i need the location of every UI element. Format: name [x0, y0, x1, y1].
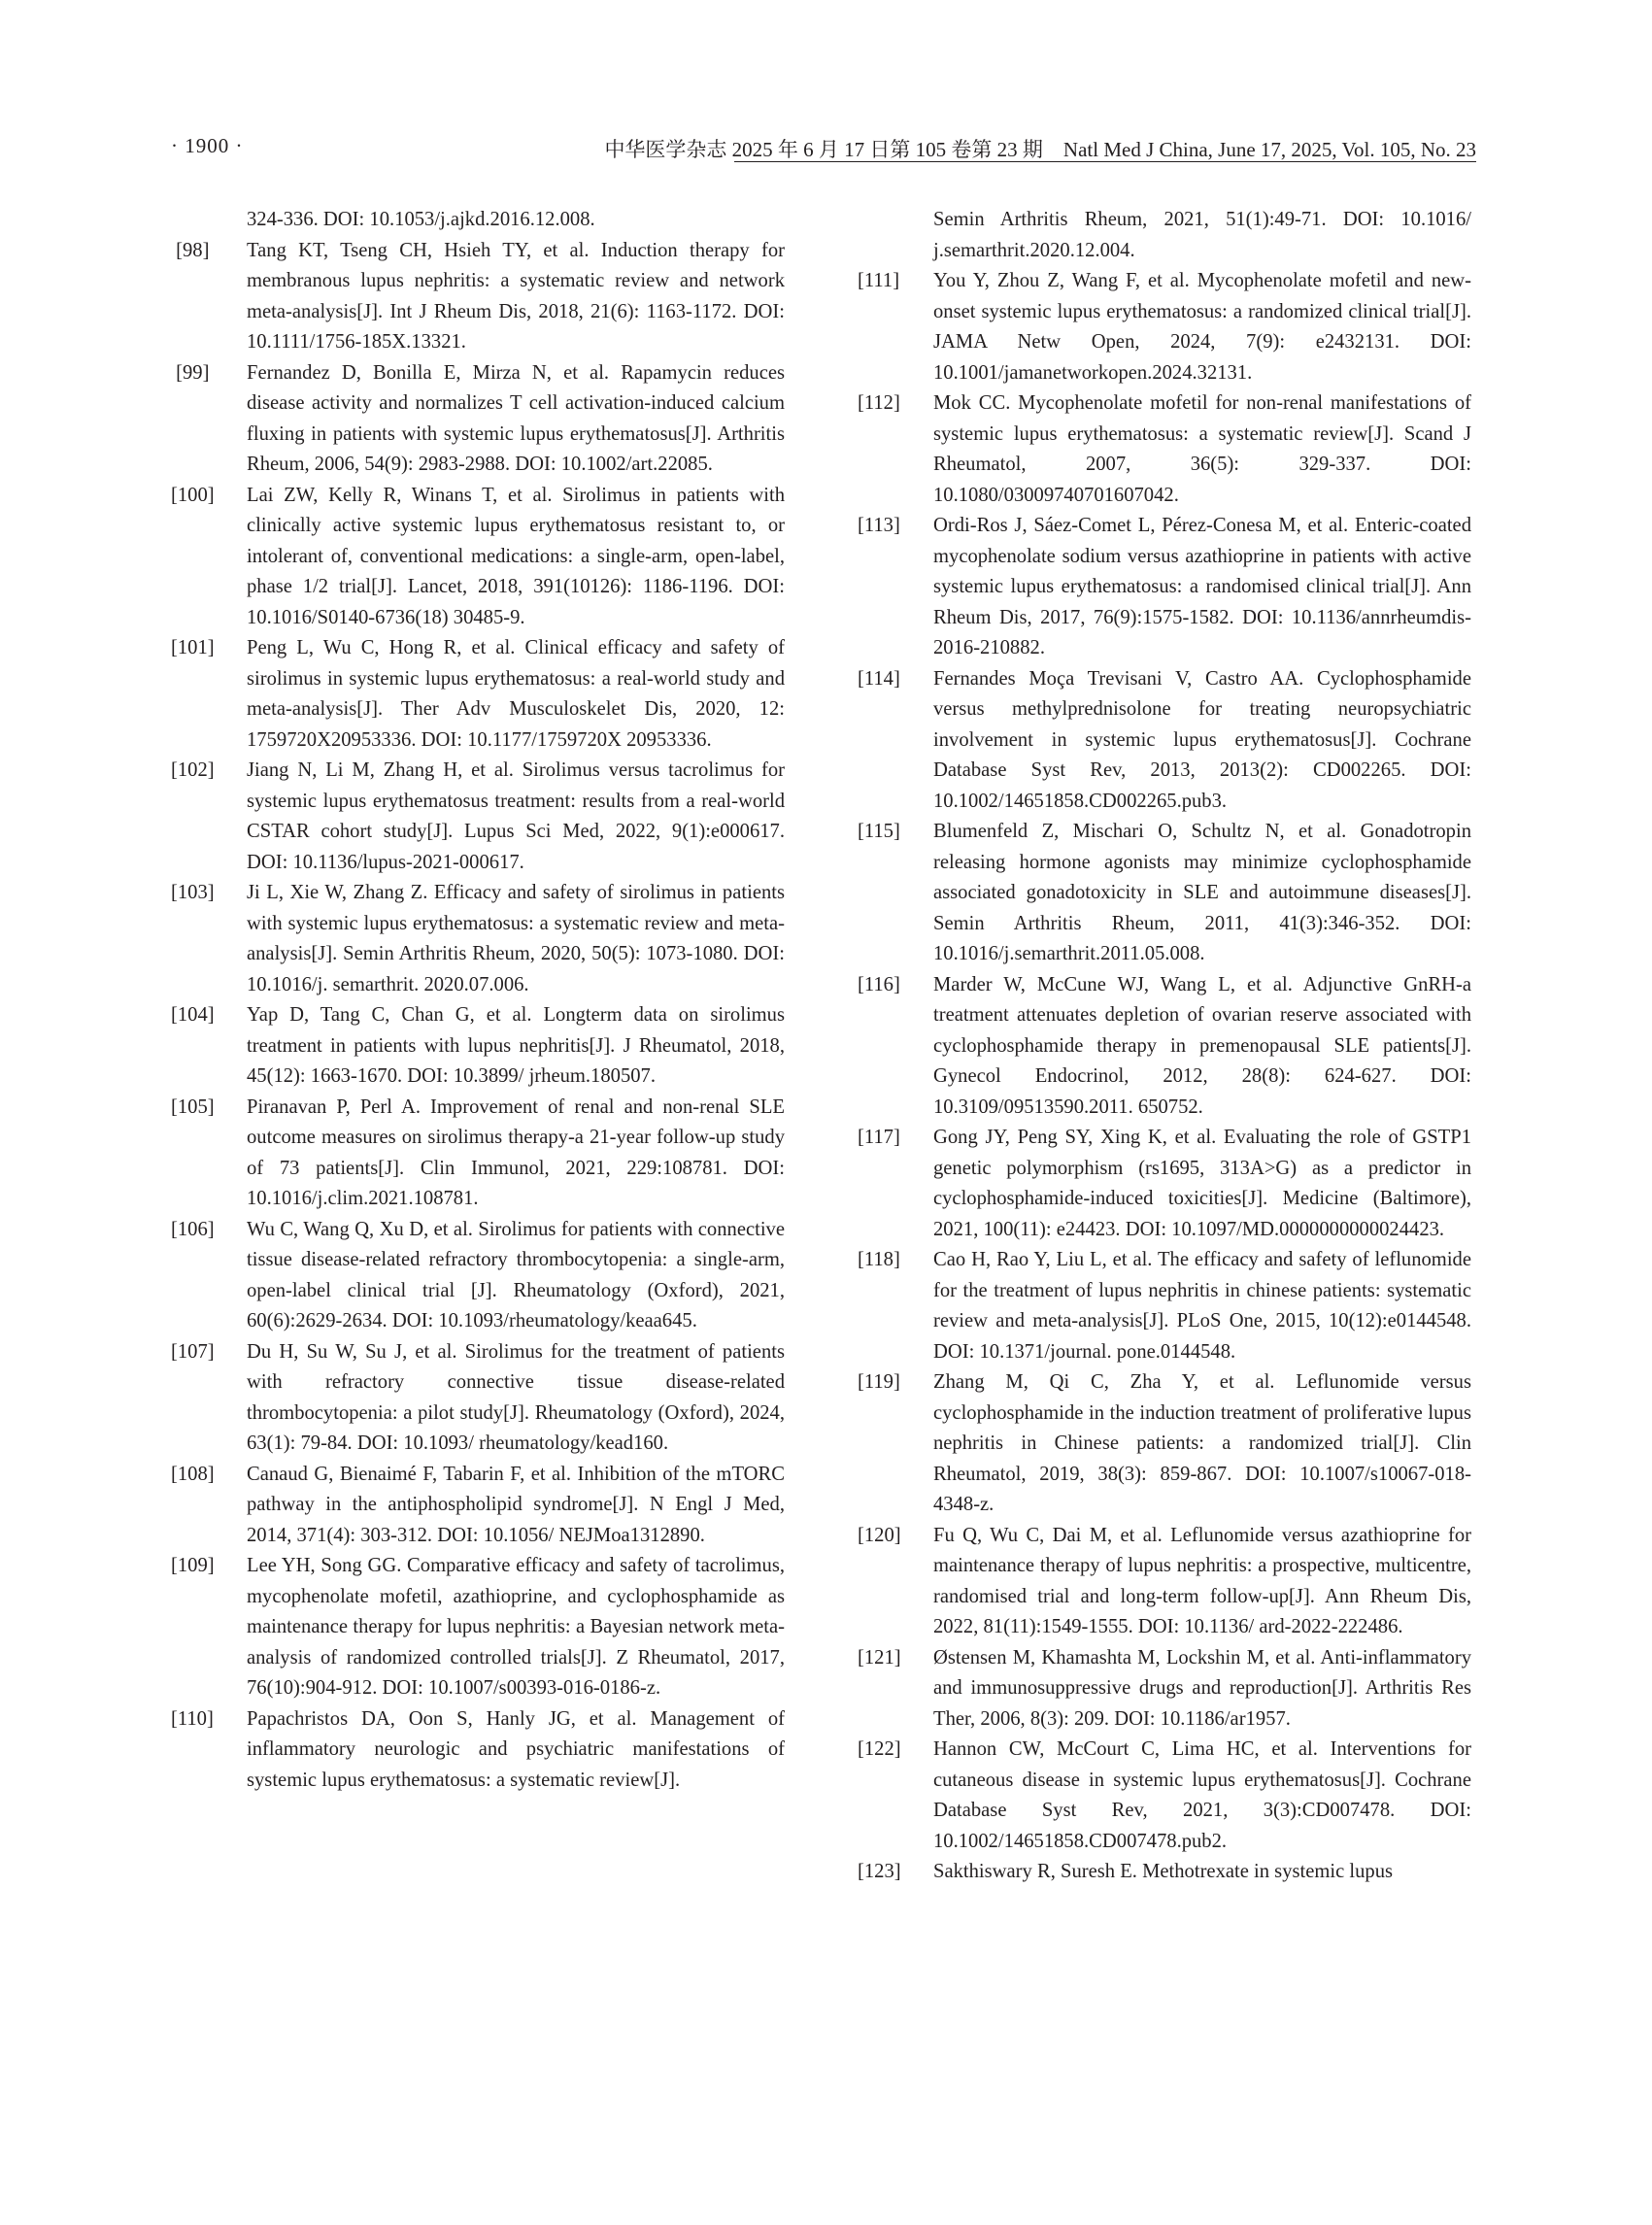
- journal-citation: 中华医学杂志 2025 年 6 月 17 日第 105 卷第 23 期 Natl Med J China, June 17, 2025, Vol. 105, No. 23: [604, 138, 1476, 161]
- reference-number: [109]: [171, 1555, 215, 1576]
- reference-entry: [858, 664, 1471, 818]
- reference-entry: [171, 756, 785, 878]
- reference-text: Østensen M, Khamashta M, Lockshin M, et al. Anti-inflammatory and immunosuppressive drugs and reproduction[J]. Arthritis Res Ther, 2006, 8(3): 209. DOI: 10.1186/ar1957.: [933, 1646, 1471, 1730]
- reference-entry: [171, 481, 785, 634]
- reference-entry: [171, 1460, 785, 1552]
- reference-text: Zhang M, Qi C, Zha Y, et al. Leflunomide versus cyclophosphamide in the induction treatment of proliferative lupus nephritis in Chinese patients: a randomized trial[J]. Clin Rheumatol, 2019, 38(3): 859-867. DOI: 10.1007/s10067-018-4348-z.: [933, 1371, 1471, 1515]
- reference-number: [101]: [171, 637, 215, 658]
- reference-text: Gong JY, Peng SY, Xing K, et al. Evaluating the role of GSTP1 genetic polymorphism (rs1695, 313A>G) as a predictor in cyclophosphamide-induced toxicities[J]. Medicine (Baltimore), 2021, 100(11): e24423. DOI: 10.1097/MD.0000000000024423.: [933, 1127, 1471, 1240]
- reference-entry: [858, 388, 1471, 511]
- reference-number: [123]: [858, 1861, 901, 1882]
- reference-text: Blumenfeld Z, Mischari O, Schultz N, et al. Gonadotropin releasing hormone agonists may minimize cyclophosphamide associated gonadotoxicity in SLE and autoimmune diseases[J]. Semin Arthritis Rheum, 2011, 41(3):346-352. DOI: 10.1016/j.semarthrit.2011.05.008.: [933, 821, 1471, 964]
- reference-number: [108]: [171, 1463, 215, 1485]
- reference-entry: [858, 970, 1471, 1124]
- reference-entry: [171, 358, 785, 481]
- reference-text: Yap D, Tang C, Chan G, et al. Longterm data on sirolimus treatment in patients with lupus nephritis[J]. J Rheumatol, 2018, 45(12): 1663-1670. DOI: 10.3899/ jrheum.180507.: [247, 1004, 785, 1087]
- reference-text: 324-336. DOI: 10.1053/j.ajkd.2016.12.008.: [247, 209, 595, 230]
- reference-entry: [858, 511, 1471, 664]
- reference-number: [114]: [858, 667, 900, 690]
- reference-text: Fu Q, Wu C, Dai M, et al. Leflunomide versus azathioprine for maintenance therapy of lupus nephritis: a prospective, multicentre, randomised trial and long-term follow-up[J]. Ann Rheum Dis, 2022, 81(11):1549-1555. DOI: 10.1136/ ard-2022-222486.: [933, 1524, 1471, 1637]
- page-header: [171, 134, 1476, 163]
- reference-number: [98]: [171, 239, 210, 261]
- reference-entry: [858, 1643, 1471, 1736]
- reference-text: Fernandes Moça Trevisani V, Castro AA. Cyclophosphamide versus methylprednisolone for treating neuropsychiatric involvement in systemic lupus erythematosus[J]. Cochrane Database Syst Rev, 2013, 2013(2): CD002265. DOI: 10.1002/14651858.CD002265.pub3.: [933, 667, 1471, 812]
- reference-text: Papachristos DA, Oon S, Hanly JG, et al. Management of inflammatory neurologic and psychiatric manifestations of systemic lupus erythematosus: a systematic review[J].: [247, 1707, 785, 1791]
- reference-entry: [171, 1093, 785, 1215]
- reference-entry: [858, 1857, 1471, 1888]
- reference-number: [103]: [171, 882, 215, 903]
- reference-number: [104]: [171, 1004, 215, 1026]
- reference-number: [115]: [858, 821, 900, 842]
- reference-entry: [171, 205, 785, 236]
- reference-text: Mok CC. Mycophenolate mofetil for non-renal manifestations of systemic lupus erythematosus: a systematic review[J]. Scand J Rheumatol, 2007, 36(5): 329-337. DOI: 10.1080/03009740701607042.: [933, 392, 1471, 506]
- reference-text: Marder W, McCune WJ, Wang L, et al. Adjunctive GnRH-a treatment attenuates depletion of ovarian reserve associated with cyclophosphamide therapy in premenopausal SLE patients[J]. Gynecol Endocrinol, 2012, 28(8): 624-627. DOI: 10.3109/09513590.2011. 650752.: [933, 973, 1471, 1118]
- reference-number: [122]: [858, 1738, 901, 1760]
- reference-number: [121]: [858, 1646, 901, 1669]
- reference-entry: [171, 1000, 785, 1093]
- reference-number: [105]: [171, 1096, 215, 1118]
- reference-entry: [171, 1215, 785, 1337]
- reference-entry: [858, 1735, 1471, 1857]
- reference-text: Hannon CW, McCourt C, Lima HC, et al. Interventions for cutaneous disease in systemic lupus erythematosus[J]. Cochrane Database Syst Rev, 2021, 3(3):CD007478. DOI: 10.1002/14651858.CD007478.pub2.: [933, 1738, 1471, 1852]
- header-rule: [734, 161, 1476, 162]
- reference-text: Semin Arthritis Rheum, 2021, 51(1):49-71. DOI: 10.1016/ j.semarthrit.2020.12.004.: [933, 209, 1471, 261]
- reference-number: [110]: [171, 1707, 214, 1730]
- reference-number: [117]: [858, 1127, 900, 1148]
- reference-number: [106]: [171, 1218, 215, 1240]
- reference-entry: [858, 205, 1471, 266]
- reference-number: [120]: [858, 1524, 901, 1546]
- reference-entry: [858, 817, 1471, 970]
- reference-entry: [858, 266, 1471, 388]
- reference-text: Peng L, Wu C, Hong R, et al. Clinical efficacy and safety of sirolimus in systemic lupus erythematosus: a real-world study and meta-analysis[J]. Ther Adv Musculoskelet Dis, 2020, 12: 1759720X20953336. DOI: 10.1177/1759720X 20953336.: [247, 637, 785, 751]
- reference-text: Lai ZW, Kelly R, Winans T, et al. Sirolimus in patients with clinically active systemic lupus erythematosus resistant to, or intolerant of, conventional medications: a single-arm, open-label, phase 1/2 trial[J]. Lancet, 2018, 391(10126): 1186-1196. DOI: 10.1016/S0140-6736(18) 30485-9.: [247, 484, 785, 628]
- page-number: · 1900 ·: [171, 134, 244, 157]
- reference-number: [112]: [858, 392, 900, 414]
- reference-entry: [858, 1367, 1471, 1521]
- reference-entry: [171, 236, 785, 358]
- reference-entry: [171, 1704, 785, 1797]
- reference-entry: [171, 878, 785, 1000]
- reference-number: [118]: [858, 1249, 900, 1270]
- reference-text: Cao H, Rao Y, Liu L, et al. The efficacy and safety of leflunomide for the treatment of lupus nephritis in chinese patients: systematic review and meta-analysis[J]. PLoS One, 2015, 10(12):e0144548. DOI: 10.1371/journal. pone.0144548.: [933, 1249, 1471, 1363]
- reference-text: Lee YH, Song GG. Comparative efficacy and safety of tacrolimus, mycophenolate mofetil, azathioprine, and cyclophosphamide as maintenance therapy for lupus nephritis: a Bayesian network meta-analysis of randomized controlled trials[J]. Z Rheumatol, 2017, 76(10):904-912. DOI: 10.1007/s00393-016-0186-z.: [247, 1555, 785, 1699]
- reference-text: Sakthiswary R, Suresh E. Methotrexate in systemic lupus: [933, 1861, 1394, 1882]
- reference-text: You Y, Zhou Z, Wang F, et al. Mycophenolate mofetil and new-onset systemic lupus erythematosus: a randomized clinical trial[J]. JAMA Netw Open, 2024, 7(9): e2432131. DOI: 10.1001/jamanetworkopen.2024.32131.: [933, 270, 1471, 384]
- reference-text: Fernandez D, Bonilla E, Mirza N, et al. Rapamycin reduces disease activity and normalizes T cell activation-induced calcium fluxing in patients with systemic lupus erythematosus[J]. Arthritis Rheum, 2006, 54(9): 2983-2988. DOI: 10.1002/art.22085.: [247, 361, 785, 475]
- reference-entry: [858, 1245, 1471, 1367]
- reference-entry: [858, 1521, 1471, 1643]
- reference-column-left: [171, 205, 785, 1796]
- reference-text: Ordi-Ros J, Sáez-Comet L, Pérez-Conesa M, et al. Enteric-coated mycophenolate sodium versus azathioprine in patients with active systemic lupus erythematosus: a randomised clinical trial[J]. Ann Rheum Dis, 2017, 76(9):1575-1582. DOI: 10.1136/annrheumdis-2016-210882.: [933, 515, 1471, 658]
- reference-entry: [171, 1551, 785, 1704]
- reference-number: [107]: [171, 1340, 215, 1363]
- reference-text: Piranavan P, Perl A. Improvement of renal and non-renal SLE outcome measures on sirolimus therapy-a 21-year follow-up study of 73 patients[J]. Clin Immunol, 2021, 229:108781. DOI: 10.1016/j.clim.2021.108781.: [247, 1096, 785, 1209]
- reference-text: Jiang N, Li M, Zhang H, et al. Sirolimus versus tacrolimus for systemic lupus erythematosus treatment: results from a real-world CSTAR cohort study[J]. Lupus Sci Med, 2022, 9(1):e000617. DOI: 10.1136/lupus-2021-000617.: [247, 759, 785, 873]
- reference-number: [99]: [171, 361, 210, 384]
- reference-number: [113]: [858, 515, 900, 536]
- reference-entry: [171, 633, 785, 756]
- reference-number: [100]: [171, 484, 215, 506]
- reference-text: Tang KT, Tseng CH, Hsieh TY, et al. Induction therapy for membranous lupus nephritis: a systematic review and network meta-analysis[J]. Int J Rheum Dis, 2018, 21(6): 1163-1172. DOI: 10.1111/1756-185X.13321.: [247, 239, 785, 353]
- reference-number: [119]: [858, 1371, 900, 1393]
- reference-number: [102]: [171, 759, 215, 781]
- reference-column-right: [858, 205, 1471, 1888]
- reference-number: [116]: [858, 973, 900, 995]
- reference-text: Ji L, Xie W, Zhang Z. Efficacy and safety of sirolimus in patients with systemic lupus erythematosus: a systematic review and meta-analysis[J]. Semin Arthritis Rheum, 2020, 50(5): 1073-1080. DOI: 10.1016/j. semarthrit. 2020.07.006.: [247, 882, 785, 995]
- reference-number: [111]: [858, 270, 900, 291]
- reference-text: Canaud G, Bienaimé F, Tabarin F, et al. Inhibition of the mTORC pathway in the antiphospholipid syndrome[J]. N Engl J Med, 2014, 371(4): 303-312. DOI: 10.1056/ NEJMoa1312890.: [247, 1463, 785, 1546]
- reference-entry: [171, 1337, 785, 1460]
- reference-entry: [858, 1123, 1471, 1245]
- reference-text: Du H, Su W, Su J, et al. Sirolimus for the treatment of patients with refractory connective tissue disease-related thrombocytopenia: a pilot study[J]. Rheumatology (Oxford), 2024, 63(1): 79-84. DOI: 10.1093/ rheumatology/kead160.: [247, 1340, 785, 1454]
- reference-text: Wu C, Wang Q, Xu D, et al. Sirolimus for patients with connective tissue disease-related refractory thrombocytopenia: a single-arm, open-label clinical trial [J]. Rheumatology (Oxford), 2021, 60(6):2629-2634. DOI: 10.1093/rheumatology/keaa645.: [247, 1218, 785, 1332]
